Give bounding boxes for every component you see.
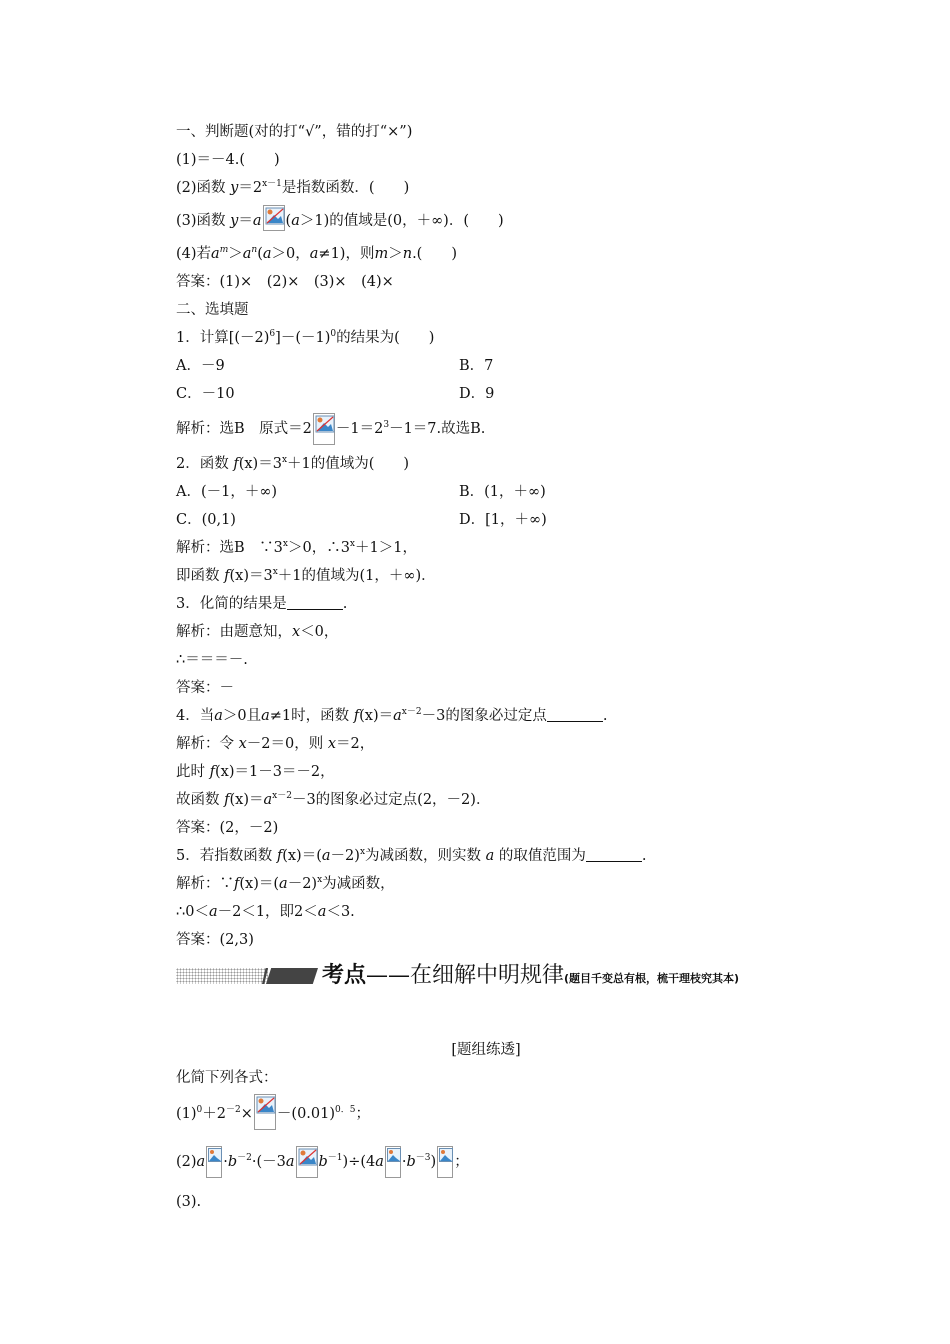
exponent: －2	[237, 1153, 252, 1163]
var: m	[374, 246, 389, 262]
text: ＞1)的值域是(0，＋∞)．( )	[299, 213, 504, 229]
text: ＝2，	[336, 736, 375, 752]
document-page	[176, 118, 796, 1216]
options-row	[176, 352, 796, 380]
text: ∴0＜	[176, 904, 209, 920]
exponent: x	[317, 875, 323, 885]
exercise-1	[176, 1092, 796, 1136]
text: －1＝7.故选B.	[389, 421, 486, 437]
text: (x)	[239, 876, 259, 892]
var: x	[327, 736, 337, 752]
judge-q3	[176, 202, 796, 240]
text: 的取值范围为	[498, 848, 586, 864]
text: 此时	[176, 764, 205, 780]
text: .	[641, 848, 647, 864]
exponent: 0	[196, 1105, 203, 1115]
option-d: D．9	[459, 386, 495, 402]
text: ＞0，	[271, 246, 310, 262]
text: (	[257, 246, 263, 262]
var: f	[209, 764, 215, 780]
problem-3-solution-cont: ∴＝＝＝－.	[176, 652, 248, 668]
banner-bar-decoration	[266, 968, 318, 984]
var: a	[263, 792, 273, 808]
text: (x)	[229, 792, 249, 808]
text: －2＝0，则	[246, 736, 324, 752]
section2-heading: 二、选填题	[176, 302, 249, 318]
text: ·	[401, 1154, 407, 1170]
text: .( )	[412, 246, 457, 262]
text: ＋1的值域为( )	[287, 456, 410, 472]
text: ·(－3	[251, 1154, 286, 1170]
text: (x)	[214, 764, 235, 780]
var: a	[321, 848, 331, 864]
text: －3的图象必过定点	[421, 708, 547, 724]
var: f	[276, 848, 283, 864]
banner-dots-decoration	[176, 968, 268, 984]
exponent: x	[282, 539, 288, 549]
problem-4-answer: 答案：(2，－2)	[176, 820, 279, 836]
exponent: －1	[327, 1153, 343, 1163]
text: －3的图象必过定点(2，－2)．	[291, 792, 491, 808]
var: b	[318, 1154, 328, 1170]
var: a	[261, 708, 270, 724]
text: )÷(4	[342, 1154, 376, 1170]
text: 故函数	[176, 792, 220, 808]
missing-image-icon	[313, 413, 335, 445]
text: 是指数函数．( )	[281, 180, 410, 196]
text: )	[430, 1154, 437, 1170]
text: (1)	[176, 1106, 197, 1122]
section1-heading: 一、判断题(对的打“√”，错的打“×”)	[176, 124, 413, 140]
text: －2＜1，即2＜	[217, 904, 318, 920]
text: (	[285, 213, 292, 229]
text: ＞	[228, 246, 243, 262]
exponent: 3	[383, 420, 390, 430]
text: 5．若指数函数	[176, 848, 273, 864]
text: (2)函数	[176, 180, 226, 196]
problem-1-solution	[176, 408, 796, 450]
judge-q2	[176, 174, 796, 202]
text: ＞	[388, 246, 403, 262]
text: －1＝2	[335, 421, 384, 437]
options-row	[176, 478, 796, 506]
judge-answer: 答案：(1)× (2)× (3)× (4)×	[176, 274, 394, 290]
var: a	[291, 213, 300, 229]
text: ＝2	[238, 180, 263, 196]
text: ＋1＞1，	[355, 540, 417, 556]
text: ＜0，	[300, 624, 339, 640]
var: a	[196, 1154, 206, 1170]
exponent: x	[359, 847, 366, 857]
var: a	[393, 708, 402, 724]
text: (x)	[359, 708, 379, 724]
text: 2．函数	[176, 456, 229, 472]
text: 为减函数，则实数	[365, 848, 482, 864]
judge-q4	[176, 240, 796, 268]
option-d: D．[1，＋∞)	[459, 512, 547, 528]
text: ×	[240, 1106, 253, 1122]
problem-1	[176, 324, 796, 352]
exponent: n	[251, 245, 258, 255]
problem-2-solution-cont	[176, 562, 796, 590]
text: ＝3	[258, 456, 282, 472]
problem-2	[176, 450, 796, 478]
var: y	[230, 180, 239, 196]
text: ＝	[238, 213, 253, 229]
missing-image-icon	[206, 1146, 222, 1178]
banner-keyword: 考点	[322, 963, 367, 988]
exponent: x	[281, 455, 288, 465]
var: a	[279, 876, 288, 892]
options-row	[176, 506, 796, 534]
text: (x)	[238, 456, 259, 472]
option-b: B．7	[459, 358, 494, 374]
text: ≠1时，函数	[269, 708, 350, 724]
var: a	[375, 1154, 384, 1170]
problem-4	[176, 702, 796, 730]
exponent: x	[272, 567, 278, 577]
text: (4)若	[176, 246, 212, 262]
exercise-2	[176, 1136, 796, 1188]
text: (x)	[229, 568, 249, 584]
text: ＋2	[202, 1106, 227, 1122]
text: ·	[223, 1154, 228, 1170]
answer-blank	[547, 707, 603, 722]
judge-q1: (1)＝－4.( )	[176, 152, 280, 168]
exponent: －2	[226, 1105, 241, 1115]
var: a	[485, 848, 495, 864]
option-b: B．(1，＋∞)	[459, 484, 546, 500]
text: 4．当	[176, 708, 215, 724]
exponent: 6	[269, 329, 276, 339]
banner-title	[322, 958, 739, 989]
option-c: C．(0,1)	[176, 512, 236, 528]
text: ＞0，∴3	[287, 540, 350, 556]
var: f	[233, 456, 239, 472]
exponent: 0	[330, 329, 337, 339]
text: ＝1－3＝－2，	[234, 764, 335, 780]
missing-image-icon	[263, 205, 285, 231]
missing-image-icon	[296, 1146, 318, 1178]
text: －2)	[287, 876, 318, 892]
text: 1．计算[(－2)	[176, 330, 270, 346]
text: ＜3.	[326, 904, 355, 920]
exponent: －3	[415, 1153, 431, 1163]
missing-image-icon	[437, 1146, 453, 1178]
text: 解析：由题意知，	[176, 624, 292, 640]
text: 3．化简的结果是	[176, 596, 287, 612]
problem-5	[176, 842, 796, 870]
text: ；	[454, 1154, 469, 1170]
var: a	[214, 708, 223, 724]
text: ＞0且	[222, 708, 262, 724]
exercise-3: (3).	[176, 1194, 202, 1210]
var: n	[402, 246, 413, 262]
exponent: x－1	[262, 179, 282, 189]
problem-3-answer: 答案：－	[176, 680, 234, 696]
problem-4-solution-cont	[176, 786, 796, 814]
text: ≠1)，则	[318, 246, 375, 262]
text: ＝	[378, 708, 394, 724]
missing-image-icon	[254, 1094, 276, 1130]
text: ]－(－1)	[275, 330, 331, 346]
text: 解析：选B ∵3	[176, 540, 283, 556]
text: ；	[355, 1106, 370, 1122]
var: f	[353, 708, 360, 724]
var: b	[406, 1154, 416, 1170]
problem-4-solution-cont	[176, 758, 796, 786]
problem-4-solution	[176, 730, 796, 758]
text: 为减函数，	[322, 876, 395, 892]
exponent: 0．5	[335, 1105, 356, 1115]
answer-blank	[287, 595, 343, 610]
var: a	[208, 904, 218, 920]
text: ＝	[248, 792, 264, 808]
var: a	[309, 246, 319, 262]
var: a	[285, 1154, 295, 1170]
text: ＝3	[248, 568, 273, 584]
text: .	[342, 596, 348, 612]
text: ＝(	[258, 876, 280, 892]
text: ＋1的值域为(1，＋∞)．	[277, 568, 436, 584]
problem-3-solution	[176, 618, 796, 646]
exponent: x－2	[272, 791, 292, 801]
practice-intro: 化简下列各式：	[176, 1070, 278, 1086]
var: f	[224, 792, 230, 808]
text: (x)	[282, 848, 302, 864]
spacer	[176, 1006, 796, 1036]
options-row	[176, 380, 796, 408]
option-c: C．－10	[176, 386, 235, 402]
text: －(0.01)	[276, 1106, 336, 1122]
problem-5-answer: 答案：(2,3)	[176, 932, 254, 948]
problem-3	[176, 590, 796, 618]
answer-blank	[586, 847, 642, 862]
section-banner	[176, 954, 796, 1006]
exponent: x	[349, 539, 355, 549]
option-a: A．－9	[176, 358, 225, 374]
missing-image-icon	[385, 1146, 401, 1178]
var: a	[242, 246, 252, 262]
var: x	[292, 624, 301, 640]
var: a	[211, 246, 220, 262]
text: 解析：选B 原式＝2	[176, 421, 312, 437]
exponent: m	[219, 245, 229, 255]
var: a	[317, 904, 327, 920]
var: a	[252, 213, 262, 229]
text: 解析：令	[176, 736, 234, 752]
var: b	[227, 1154, 238, 1170]
exponent: x－2	[401, 707, 422, 717]
var: f	[224, 568, 230, 584]
text: .	[602, 708, 608, 724]
var: y	[230, 213, 239, 229]
option-a: A．(－1，＋∞)	[176, 484, 278, 500]
var: x	[238, 736, 247, 752]
problem-5-solution	[176, 870, 796, 898]
text: 即函数	[176, 568, 220, 584]
text: (3)函数	[176, 213, 226, 229]
banner-subtitle: ——在细解中明规律	[366, 963, 565, 988]
text: －2)	[330, 848, 360, 864]
text: (2)	[176, 1154, 197, 1170]
var: f	[234, 876, 240, 892]
banner-note: (题目千变总有根，梳干理枝究其本)	[564, 972, 740, 985]
text: ＝(	[301, 848, 322, 864]
problem-5-solution-cont	[176, 898, 796, 926]
text: 解析：∵	[176, 876, 234, 892]
problem-2-solution	[176, 534, 796, 562]
practice-heading: [题组练透]	[451, 1042, 521, 1058]
text: 的结果为( )	[336, 330, 435, 346]
var: a	[262, 246, 272, 262]
